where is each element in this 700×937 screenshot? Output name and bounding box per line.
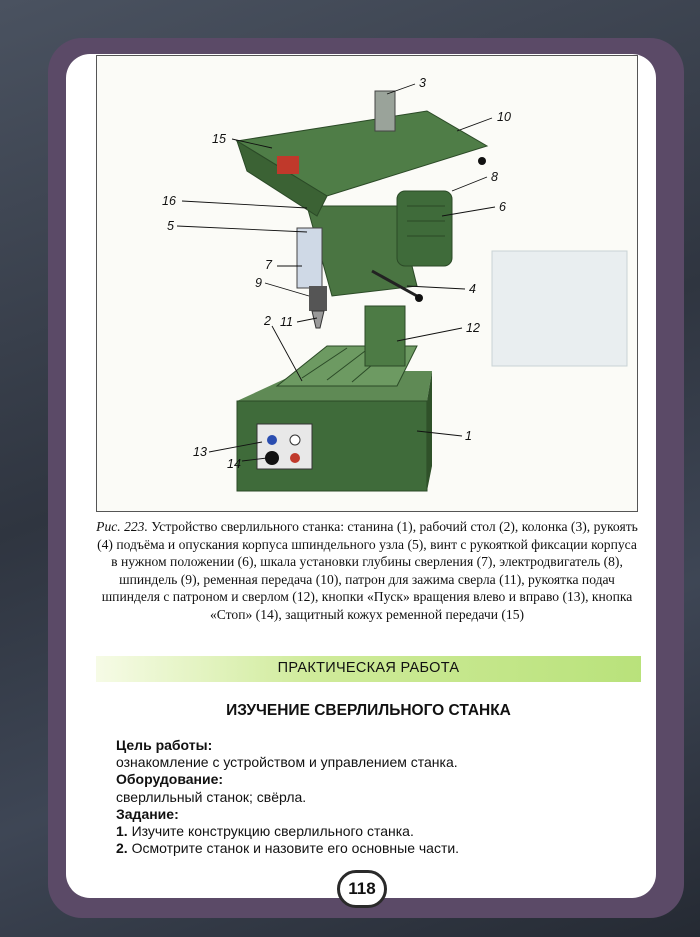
figure-caption bbox=[96, 518, 638, 624]
stop-button bbox=[265, 451, 279, 465]
motor bbox=[397, 191, 452, 266]
assignment-block bbox=[116, 737, 636, 857]
drill-press-illustration bbox=[97, 56, 637, 511]
callout-label: 16 bbox=[162, 194, 176, 208]
task-text: Осмотрите станок и назовите его основные части. bbox=[131, 840, 460, 857]
callout-label: 15 bbox=[212, 132, 226, 146]
column-top bbox=[375, 91, 395, 131]
task-number: 1. bbox=[116, 823, 128, 840]
work-title: ИЗУЧЕНИЕ СВЕРЛИЛЬНОГО СТАНКА bbox=[226, 702, 511, 719]
callout-label: 6 bbox=[499, 200, 506, 214]
task-number: 2. bbox=[116, 840, 128, 857]
goal-text: ознакомление с устройством и управлением станка. bbox=[116, 754, 458, 771]
callout-label: 3 bbox=[419, 76, 426, 90]
callout-label: 13 bbox=[193, 445, 207, 459]
spindle bbox=[309, 286, 327, 311]
callout-label: 9 bbox=[255, 276, 262, 290]
warning-plate bbox=[277, 156, 299, 174]
start-right-button bbox=[290, 435, 300, 445]
callout-label: 8 bbox=[491, 170, 498, 184]
callout-label: 12 bbox=[466, 321, 480, 335]
task-label: Задание: bbox=[116, 805, 179, 822]
equipment-label: Оборудование: bbox=[116, 771, 224, 788]
background-inset-image bbox=[492, 251, 627, 366]
task-text: Изучите конструкцию сверлильного станка. bbox=[131, 823, 414, 840]
guard-knob bbox=[478, 157, 486, 165]
callout-label: 5 bbox=[167, 219, 174, 233]
callout-label: 4 bbox=[469, 282, 476, 296]
callout-label: 10 bbox=[497, 110, 511, 124]
indicator-light bbox=[290, 453, 300, 463]
callout-label: 7 bbox=[265, 258, 272, 272]
goal-label: Цель работы: bbox=[116, 737, 213, 753]
section-band-title: ПРАКТИЧЕСКАЯ РАБОТА bbox=[277, 660, 460, 676]
callout-label: 14 bbox=[227, 457, 241, 471]
task-item bbox=[116, 840, 636, 857]
callout-label: 2 bbox=[264, 314, 271, 328]
chuck bbox=[312, 311, 324, 328]
caption-text: Устройство сверлильного станка: станина (1), рабочий стол (2), колонка (3), рукоять (4) подъёма и опускания корпуса шпиндельного узла (5), винт с рукояткой фиксации корпуса в нужном положении (6), шкала установки глубины сверления (7), электродвигатель (8), шпиндель (9), ременная передача (10), патрон для зажима сверла (11), рукоятка подач шпинделя с патроном и сверлом (12), кнопки «Пуск» вращения влево и вправо (13), кнопка «Стоп» (14), защитный кожух ременной передачи (15) bbox=[97, 519, 638, 622]
depth-scale bbox=[297, 228, 322, 288]
figure-drill-press bbox=[96, 55, 638, 512]
column bbox=[365, 306, 405, 366]
page-number: 118 bbox=[337, 870, 387, 908]
feed-handle-knob bbox=[415, 294, 423, 302]
caption-prefix: Рис. 223. bbox=[96, 519, 148, 534]
callout-label: 11 bbox=[280, 315, 293, 329]
task-item bbox=[116, 823, 636, 840]
equipment-text: сверлильный станок; свёрла. bbox=[116, 788, 307, 805]
callout-label: 1 bbox=[465, 429, 472, 443]
control-panel bbox=[257, 424, 312, 469]
start-left-button bbox=[267, 435, 277, 445]
